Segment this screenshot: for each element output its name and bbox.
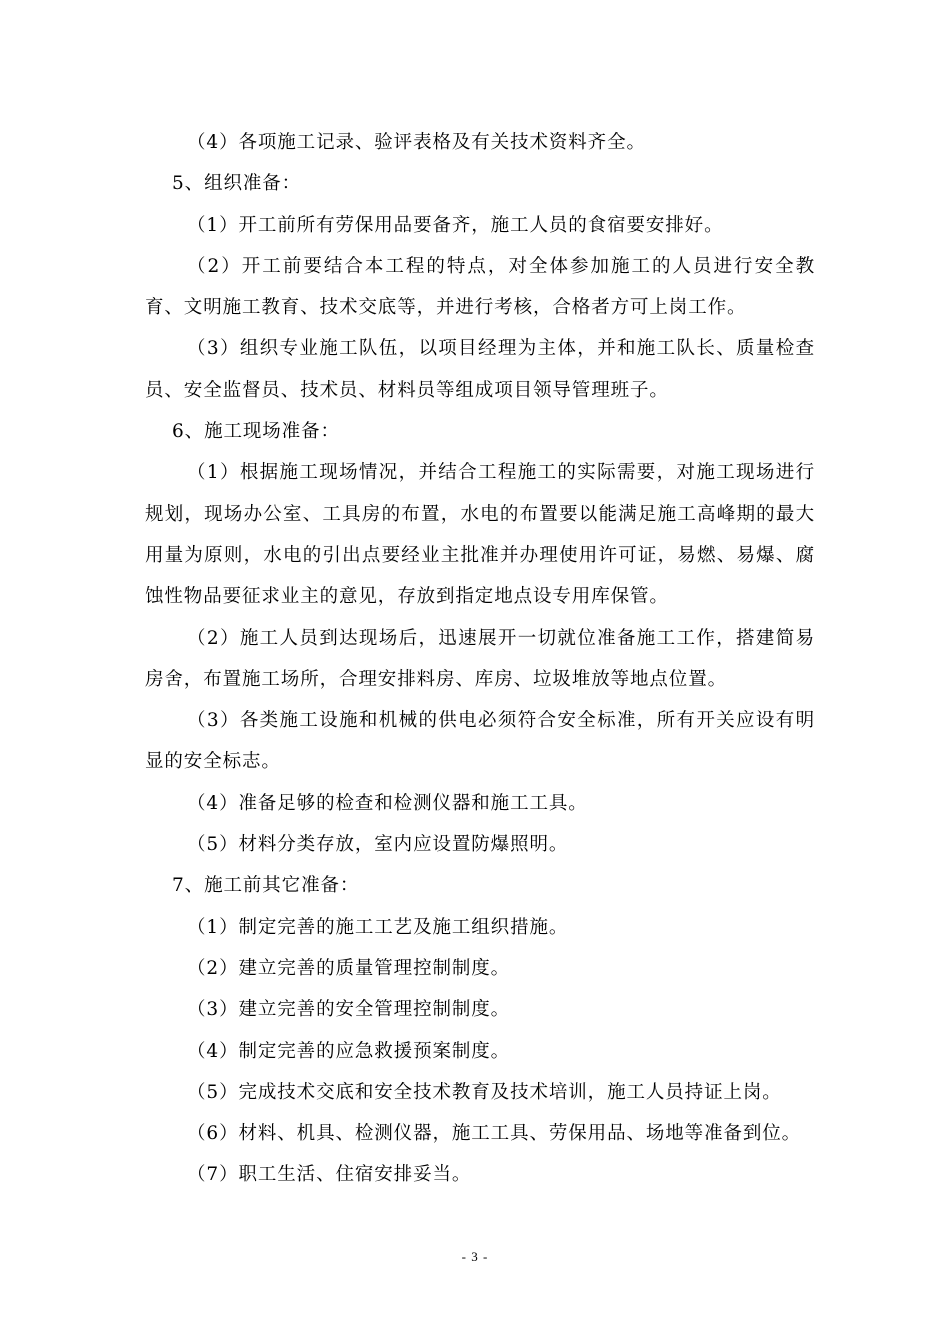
paragraph-item-5-storage: （5）材料分类存放，室内应设置防爆照明。 [187, 834, 569, 856]
paragraph-item-2-quality: （2）建立完善的质量管理控制制度。 [187, 957, 511, 979]
paragraph-item-1-supplies: （1）开工前所有劳保用品要备齐，施工人员的食宿要安排好。 [187, 214, 724, 236]
page-number: - 3 - [461, 1249, 489, 1264]
paragraph-item-1-planning: （1）根据施工现场情况，并结合工程施工的实际需要，对施工现场进行规划，现场办公室、工具房的布置，水电的布置要以能满足施工高峰期的最大用量为原则，水电的引出点要经业主批准并办理使用许可证，易燃、易爆、腐蚀性物品要征求业主的意见，存放到指定地点设专用库保管。 [145, 462, 815, 608]
paragraph-item-2-education: （2）开工前要结合本工程的特点，对全体参加施工的人员进行安全教育、文明施工教育、技术交底等，并进行考核，合格者方可上岗工作。 [145, 255, 815, 319]
section-heading-site: 6、施工现场准备： [172, 421, 340, 443]
paragraph-item-7-living: （7）职工生活、住宿安排妥当。 [187, 1164, 472, 1186]
paragraph-item-3-safety: （3）建立完善的安全管理控制制度。 [187, 999, 511, 1021]
paragraph-item-4-instruments: （4）准备足够的检查和检测仪器和施工工具。 [187, 792, 588, 814]
paragraph-item-5-training: （5）完成技术交底和安全技术教育及技术培训，施工人员持证上岗。 [187, 1081, 782, 1103]
paragraph-item-4-records: （4）各项施工记录、验评表格及有关技术资料齐全。 [187, 132, 646, 153]
paragraph-item-3-power: （3）各类施工设施和机械的供电必须符合安全标准，所有开关应设有明显的安全标志。 [145, 710, 815, 773]
section-heading-organization: 5、组织准备： [172, 173, 302, 195]
paragraph-item-3-team: （3）组织专业施工队伍，以项目经理为主体，并和施工队长、质量检查员、安全监督员、技术员、材料员等组成项目领导管理班子。 [145, 338, 815, 401]
paragraph-item-4-emergency: （4）制定完善的应急救援预案制度。 [187, 1040, 511, 1062]
paragraph-item-2-arrival: （2）施工人员到达现场后，迅速展开一切就位准备施工工作，搭建简易房舍，布置施工场所，合理安排料房、库房、垃圾堆放等地点位置。 [145, 627, 815, 690]
document-body [145, 122, 815, 1196]
paragraph-item-1-process: （1）制定完善的施工工艺及施工组织措施。 [187, 916, 569, 938]
paragraph-item-6-materials: （6）材料、机具、检测仪器，施工工具、劳保用品、场地等准备到位。 [187, 1123, 802, 1145]
section-heading-other: 7、施工前其它准备： [172, 875, 360, 897]
